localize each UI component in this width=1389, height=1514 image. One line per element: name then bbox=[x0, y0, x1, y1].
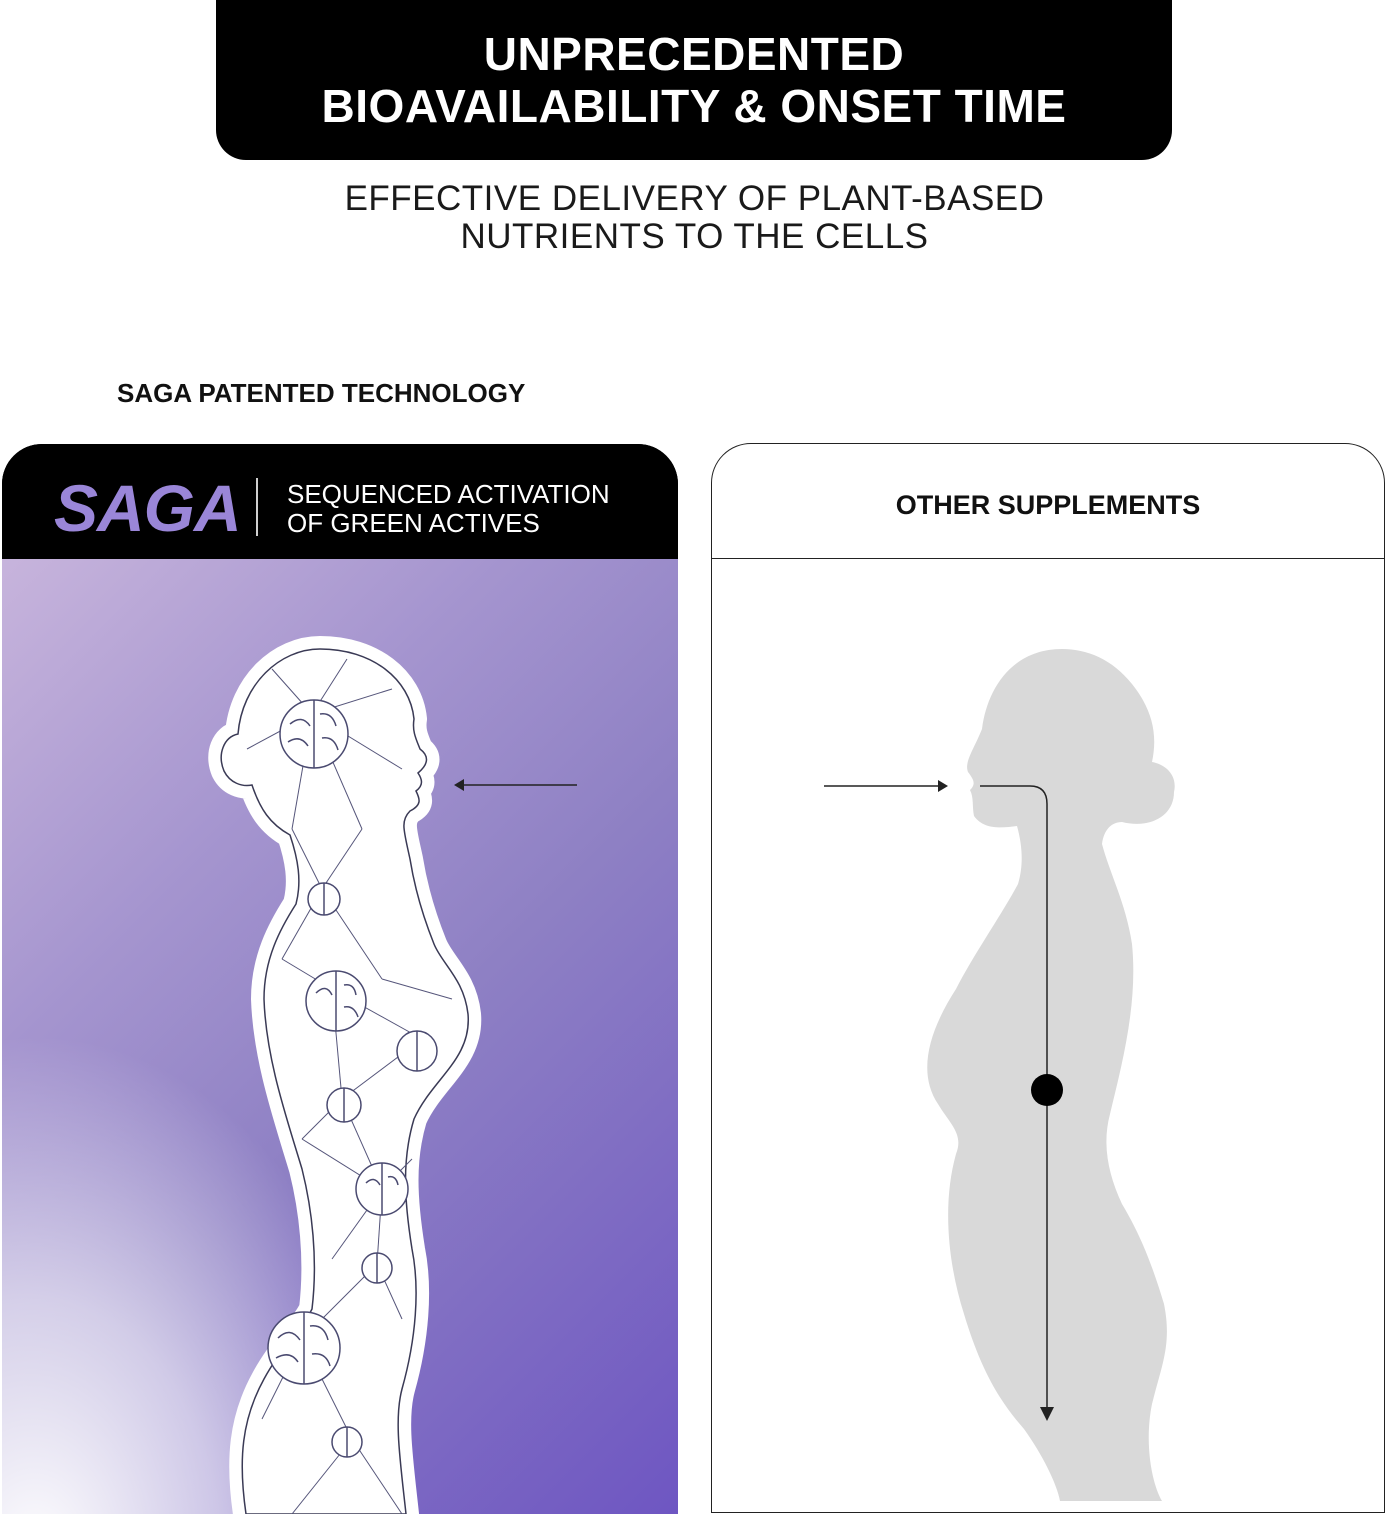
headline-line-1: UNPRECEDENTED bbox=[483, 28, 905, 80]
brain-icon bbox=[306, 971, 366, 1031]
intake-arrow bbox=[454, 779, 577, 791]
logo-divider bbox=[256, 478, 258, 536]
other-body-figure bbox=[712, 444, 1386, 1501]
intake-arrow bbox=[824, 780, 948, 792]
headline-banner bbox=[216, 0, 1172, 160]
saga-panel-body bbox=[2, 559, 678, 1514]
brain-icon bbox=[356, 1163, 408, 1215]
saga-title-line-2: OF GREEN ACTIVES bbox=[287, 508, 540, 538]
brain-icon bbox=[327, 1088, 361, 1122]
saga-panel-header bbox=[2, 444, 678, 559]
brain-icon bbox=[308, 883, 340, 915]
brain-icon bbox=[397, 1031, 437, 1071]
headline-line-2: BIOAVAILABILITY & ONSET TIME bbox=[321, 80, 1067, 132]
brain-icon bbox=[268, 1312, 340, 1384]
subtitle-line-2: NUTRIENTS TO THE CELLS bbox=[460, 217, 929, 256]
subtitle-line-1: EFFECTIVE DELIVERY OF PLANT-BASED bbox=[344, 179, 1045, 218]
saga-body-figure bbox=[2, 559, 678, 1514]
absorption-point bbox=[1031, 1074, 1063, 1106]
brain-icon bbox=[332, 1427, 362, 1457]
other-supplements-panel bbox=[711, 443, 1385, 1513]
saga-panel-title bbox=[287, 480, 610, 538]
other-panel-title: OTHER SUPPLEMENTS bbox=[895, 490, 1201, 520]
subtitle bbox=[0, 180, 1389, 256]
section-label: SAGA PATENTED TECHNOLOGY bbox=[117, 378, 526, 408]
saga-title-line-1: SEQUENCED ACTIVATION bbox=[287, 479, 610, 509]
brain-icon bbox=[280, 700, 348, 768]
saga-logo: SAGA bbox=[54, 471, 241, 545]
brain-icon bbox=[362, 1253, 392, 1283]
saga-panel bbox=[2, 444, 678, 1514]
